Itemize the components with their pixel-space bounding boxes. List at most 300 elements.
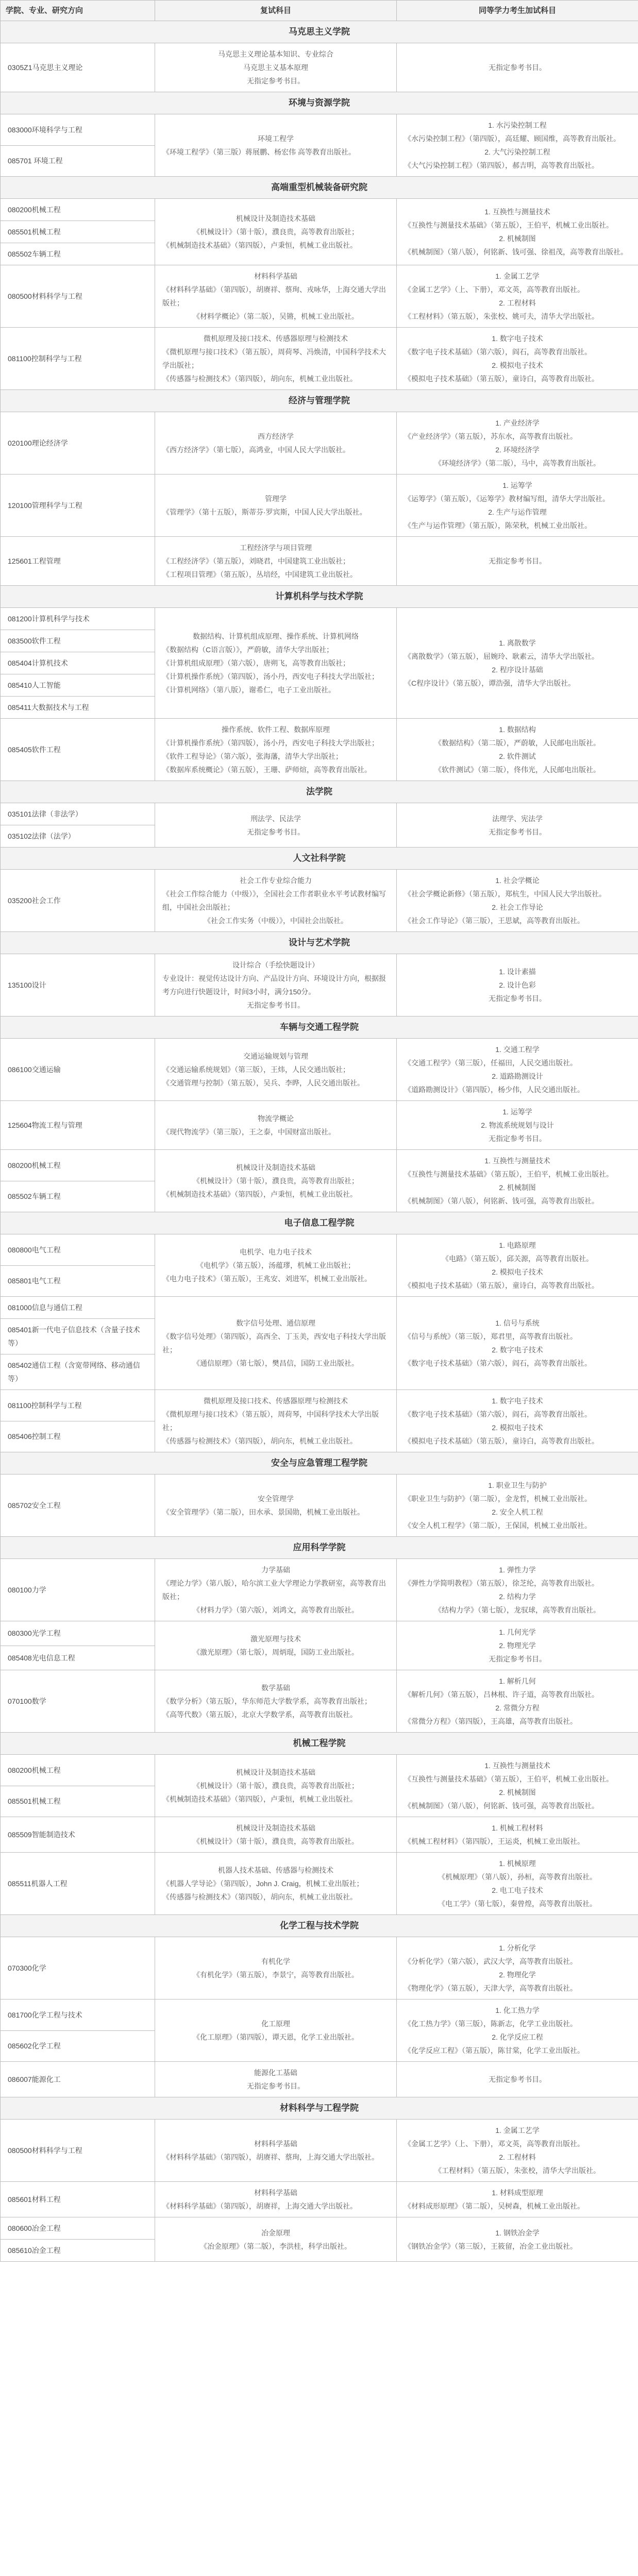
direction-line: 085411大数据技术与工程 — [8, 703, 89, 711]
extra-line: 无指定参考书目。 — [489, 557, 546, 565]
table-row — [1, 1755, 638, 1786]
reference-line: 有机化学 — [261, 1957, 290, 1965]
table-row — [1, 328, 638, 390]
direction-line: 035101法律（非法学） — [8, 810, 82, 818]
reference-cell — [155, 474, 397, 537]
extra-cell — [397, 719, 638, 781]
reference-cell — [155, 2062, 397, 2097]
table-row — [1, 719, 638, 781]
extra-line: 《环境经济学》（第二版），马中，高等教育出版社。 — [434, 459, 600, 467]
reference-line: 机械设计及制造技术基础 — [236, 1824, 315, 1832]
reference-line: 管理学 — [265, 495, 287, 503]
reference-line: 机械设计及制造技术基础 — [236, 1163, 315, 1172]
extra-line: 1. 信号与系统 — [495, 1319, 540, 1327]
reference-line: 《社会工作实务（中级）》，中国社会出版社。 — [204, 917, 348, 925]
direction-line: 085509智能制造技术 — [8, 1831, 75, 1839]
college-header-row — [1, 21, 638, 43]
reference-cell — [155, 537, 397, 586]
extra-line: 2. 物理化学 — [499, 1971, 536, 1979]
table-row — [1, 265, 638, 328]
direction-cell — [1, 145, 155, 177]
college-name: 人文社科学院 — [1, 848, 638, 870]
extra-line: 1. 产业经济学 — [495, 419, 540, 427]
extra-line: 2. 社会工作导论 — [492, 903, 543, 911]
direction-cell — [1, 1421, 155, 1452]
direction-line: 085404计算机技术 — [8, 659, 68, 667]
extra-line: 《分析化学》（第六版），武汉大学，高等教育出版社。 — [404, 1957, 577, 1965]
extra-line: 《数字电子技术基础》（第六版），阎石，高等教育出版社。 — [404, 1410, 592, 1418]
reference-cell — [155, 608, 397, 719]
extra-line: 《电路》（第五版），邱关源，高等教育出版社。 — [442, 1255, 593, 1263]
extra-line: 《交通工程学》（第三版），任福田，人民交通出版社。 — [404, 1059, 577, 1067]
reference-line: 机器人技术基础、传感器与检测技术 — [218, 1866, 333, 1874]
reference-line: 《计算机组成原理》（第六版），唐朔飞，高等教育出版社； — [162, 659, 350, 667]
extra-line: 《安全人机工程学》（第二版），王保国，机械工业出版社。 — [404, 1521, 592, 1530]
reference-line: 冶金原理 — [261, 2228, 290, 2237]
header-reference: 复试科目 — [155, 1, 397, 21]
extra-cell — [397, 2062, 638, 2097]
extra-cell — [397, 2182, 638, 2217]
extra-line: 2. 大气污染控制工程 — [484, 148, 550, 156]
extra-cell — [397, 1817, 638, 1853]
reference-line: 电机学、电力电子技术 — [240, 1248, 312, 1256]
direction-line: 083000环境科学与工程 — [8, 125, 82, 134]
reference-line: 工程经济学与项目管理 — [240, 544, 312, 552]
direction-line: 080800电气工程 — [8, 1245, 61, 1254]
extra-cell — [397, 1755, 638, 1817]
table-header-row — [1, 1, 638, 21]
college-name: 环境与资源学院 — [1, 92, 638, 114]
direction-cell — [1, 1755, 155, 1786]
direction-line: 080500材料科学与工程 — [8, 292, 82, 300]
reference-cell — [155, 719, 397, 781]
extra-line: 2. 工程材料 — [499, 2153, 536, 2161]
college-name: 经济与管理学院 — [1, 390, 638, 412]
extra-cell — [397, 474, 638, 537]
extra-line: 1. 钢铁冶金学 — [495, 2228, 540, 2237]
extra-line: 2. 软件测试 — [499, 752, 536, 760]
extra-cell — [397, 1390, 638, 1452]
reference-cell — [155, 328, 397, 390]
direction-line: 085801电气工程 — [8, 1277, 61, 1285]
college-name: 应用科学学院 — [1, 1537, 638, 1559]
table-row — [1, 1234, 638, 1266]
reference-cell — [155, 412, 397, 474]
extra-line: 2. 模拟电子技术 — [492, 1268, 543, 1276]
extra-line: 2. 电工电子技术 — [492, 1886, 543, 1894]
reference-line: 《管理学》（第十五版），斯蒂芬·罗宾斯，中国人民大学出版社。 — [162, 508, 367, 516]
direction-cell — [1, 265, 155, 328]
college-header-row — [1, 1016, 638, 1039]
extra-line: 1. 运筹学 — [502, 1108, 532, 1116]
reference-line: 机械设计及制造技术基础 — [236, 214, 315, 223]
reference-line: 力学基础 — [261, 1566, 290, 1574]
reference-line: 《数据结构（C语言版）》，严蔚敏，清华大学出版社； — [162, 646, 334, 654]
direction-cell — [1, 2182, 155, 2217]
extra-cell — [397, 199, 638, 265]
table-row — [1, 803, 638, 825]
extra-cell — [397, 265, 638, 328]
extra-line: 1. 电路原理 — [499, 1241, 536, 1249]
direction-line: 085402通信工程（含宽带网络、移动通信等） — [8, 1361, 140, 1383]
reference-line: 《微机原理与接口技术》（第五版），周荷琴、冯焕清，中国科学技术大学出版社； — [162, 348, 386, 369]
extra-line: 《道路勘测设计》（第四版），杨少伟，人民交通出版社。 — [404, 1086, 584, 1094]
extra-line: 《金属工艺学》（上、下册），邓文英，高等教育出版社。 — [404, 2140, 584, 2148]
reference-cell — [155, 2182, 397, 2217]
direction-cell — [1, 2030, 155, 2062]
direction-line: 085408光电信息工程 — [8, 1653, 75, 1662]
direction-line: 080100力学 — [8, 1586, 46, 1594]
extra-line: 2. 机械制图 — [499, 1788, 536, 1797]
reference-line: 化工原理 — [261, 2020, 290, 2028]
extra-line: 1. 化工热力学 — [495, 2006, 540, 2014]
reference-line: 《材料科学基础》（第四版），胡赓祥、蔡珣，上海交通大学出版社。 — [162, 2153, 379, 2161]
direction-line: 080500材料科学与工程 — [8, 2146, 82, 2155]
reference-cell — [155, 1755, 397, 1817]
extra-line: 1. 离散数学 — [499, 639, 536, 647]
reference-line: 西方经济学 — [258, 432, 294, 440]
reference-line: 物流学概论 — [258, 1114, 294, 1123]
extra-line: 1. 材料成型原理 — [492, 2189, 543, 2197]
reference-line: 材料科学基础 — [254, 2140, 297, 2148]
extra-line: 无指定参考书目。 — [489, 63, 546, 72]
college-header-row — [1, 1915, 638, 1937]
reference-line: 无指定参考书目。 — [247, 1001, 305, 1009]
reference-line: 材料科学基础 — [254, 2189, 297, 2197]
direction-line: 085511机器人工程 — [8, 1879, 68, 1888]
table-row — [1, 870, 638, 932]
direction-cell — [1, 1039, 155, 1101]
reference-line: 交通运输规划与管理 — [243, 1052, 308, 1060]
extra-line: 1. 交通工程学 — [495, 1045, 540, 1054]
extra-cell — [397, 2217, 638, 2262]
reference-line: 《机器人学导论》（第四版），John J. Craig，机械工业出版社； — [162, 1879, 364, 1888]
extra-line: 2. 工程材料 — [499, 299, 536, 307]
college-name: 化学工程与技术学院 — [1, 1915, 638, 1937]
college-header-row — [1, 390, 638, 412]
reference-line: 《现代物流学》（第三版），王之泰，中国财富出版社。 — [162, 1128, 335, 1136]
direction-line: 070100数学 — [8, 1697, 46, 1705]
table-row — [1, 1475, 638, 1537]
table-row — [1, 1853, 638, 1915]
reference-cell — [155, 1670, 397, 1733]
extra-line: 2. 安全人机工程 — [492, 1508, 543, 1516]
reference-line: 《电力电子技术》（第五版），王兆安、刘进军，机械工业出版社。 — [162, 1275, 372, 1283]
college-header-row — [1, 848, 638, 870]
reference-line: 《数据库系统概论》（第五版），王珊、萨师煊，高等教育出版社。 — [162, 766, 372, 774]
extra-line: 《社会工作导论》（第三版），王思斌，高等教育出版社。 — [404, 917, 584, 925]
extra-line: 《社会学概论新修》（第五版），郑杭生，中国人民大学出版社。 — [404, 890, 606, 898]
table-row — [1, 1999, 638, 2031]
direction-cell — [1, 1853, 155, 1915]
extra-line: 《水污染控制工程》（第四版），高廷耀、顾国维，高等教育出版社。 — [404, 134, 620, 143]
extra-line: 《物理化学》（第五版），天津大学，高等教育出版社。 — [404, 1984, 577, 1992]
table-row — [1, 954, 638, 1016]
extra-line: 1. 互换性与测量技术 — [484, 208, 550, 216]
direction-cell — [1, 608, 155, 630]
direction-line: 070300化学 — [8, 1964, 46, 1972]
reference-line: 《电机学》（第五版），汤蕴璆，机械工业出版社； — [196, 1261, 355, 1269]
table-row — [1, 2120, 638, 2182]
extra-cell — [397, 608, 638, 719]
header-direction: 学院、专业、研究方向 — [1, 1, 155, 21]
extra-line: 1. 互换性与测量技术 — [484, 1761, 550, 1770]
reference-line: 安全管理学 — [258, 1495, 294, 1503]
extra-cell — [397, 1559, 638, 1621]
direction-line: 081100控制科学与工程 — [8, 1401, 82, 1410]
extra-cell — [397, 954, 638, 1016]
extra-cell — [397, 412, 638, 474]
table-row — [1, 412, 638, 474]
reference-cell — [155, 803, 397, 848]
reference-line: 能源化工基础 — [254, 2069, 297, 2077]
extra-line: 2. 环境经济学 — [495, 446, 540, 454]
extra-line: 《钢铁冶金学》（第三版），王筱留，冶金工业出版社。 — [404, 2242, 577, 2250]
reference-line: 操作系统、软件工程、数据库原理 — [222, 725, 330, 734]
college-name: 设计与艺术学院 — [1, 932, 638, 954]
extra-line: 《离散数学》（第五版），屈婉玲、耿素云，清华大学出版社。 — [404, 652, 599, 660]
extra-line: 《模拟电子技术基础》（第五版），童诗白，高等教育出版社。 — [404, 375, 599, 383]
extra-cell — [397, 1150, 638, 1212]
reference-line: 《机械设计》（第十版），濮良贵，高等教育出版社； — [193, 228, 359, 236]
reference-line: 《机械制造技术基础》（第四版），卢秉恒，机械工业出版社。 — [162, 1190, 357, 1198]
college-header-row — [1, 2097, 638, 2120]
reference-cell — [155, 1621, 397, 1670]
extra-line: 《机械原理》（第八版），孙桓，高等教育出版社。 — [438, 1873, 597, 1881]
direction-line: 085410人工智能 — [8, 681, 61, 689]
reference-cell — [155, 1937, 397, 1999]
table-row — [1, 1817, 638, 1853]
direction-cell — [1, 43, 155, 92]
extra-cell — [397, 1475, 638, 1537]
extra-line: 《互换性与测量技术基础》（第五版），王伯平，机械工业出版社。 — [404, 1170, 613, 1178]
direction-line: 120100管理科学与工程 — [8, 501, 82, 510]
reference-line: 《材料学概论》（第二版），吴锵，机械工业出版社。 — [193, 312, 359, 320]
extra-cell — [397, 870, 638, 932]
direction-line: 085502车辆工程 — [8, 250, 61, 258]
table-row — [1, 1297, 638, 1319]
extra-line: 《电工学》（第七版），秦曾煌，高等教育出版社。 — [438, 1900, 597, 1908]
extra-line: 《大气污染控制工程》（第四版），郝吉明，高等教育出版社。 — [404, 161, 599, 170]
reference-cell — [155, 1475, 397, 1537]
reference-line: 《交通运输系统规划》（第三版），王炜，人民交通出版社； — [162, 1065, 350, 1074]
extra-line: 2. 模拟电子技术 — [492, 361, 543, 369]
reference-cell — [155, 870, 397, 932]
reference-line: 无指定参考书目。 — [247, 2082, 305, 2090]
direction-line: 085405软件工程 — [8, 745, 61, 754]
extra-line: 法理学、宪法学 — [492, 814, 543, 823]
direction-cell — [1, 243, 155, 265]
direction-cell — [1, 825, 155, 848]
table-row — [1, 199, 638, 221]
table-row — [1, 1670, 638, 1733]
extra-line: 1. 几何光学 — [499, 1628, 536, 1636]
extra-cell — [397, 803, 638, 848]
direction-cell — [1, 1646, 155, 1670]
direction-cell — [1, 1319, 155, 1354]
reference-line: 激光原理与技术 — [250, 1635, 301, 1643]
direction-cell — [1, 537, 155, 586]
extra-line: 《数字电子技术基础》（第六版），阎石，高等教育出版社。 — [404, 1359, 592, 1367]
direction-cell — [1, 1999, 155, 2031]
direction-cell — [1, 2062, 155, 2097]
reference-line: 《通信原理》（第七版），樊昌信，国防工业出版社。 — [193, 1359, 359, 1367]
college-name: 高端重型机械装备研究院 — [1, 177, 638, 199]
table-row — [1, 1937, 638, 1999]
table-row — [1, 43, 638, 92]
reference-cell — [155, 1999, 397, 2062]
reference-line: 马克思主义理论基本知识、专业综合 — [218, 50, 333, 58]
table-row — [1, 1039, 638, 1101]
table-row — [1, 1559, 638, 1621]
direction-cell — [1, 697, 155, 719]
reference-line: 《冶金原理》（第二版），李洪桂，科学出版社。 — [200, 2242, 351, 2250]
reference-line: 《传感器与检测技术》（第四版），胡向东，机械工业出版社。 — [162, 1437, 357, 1445]
extra-line: 《C程序设计》（第五版），谭浩强，清华大学出版社。 — [404, 679, 576, 687]
extra-line: 《工程材料》（第五版），朱张校、姚可夫，清华大学出版社。 — [404, 312, 599, 320]
direction-cell — [1, 1817, 155, 1853]
reference-cell — [155, 1039, 397, 1101]
extra-line: 2. 常微分方程 — [495, 1704, 540, 1712]
direction-line: 085601材料工程 — [8, 2195, 61, 2204]
reference-cell — [155, 1390, 397, 1452]
extra-cell — [397, 1297, 638, 1390]
direction-cell — [1, 674, 155, 697]
header-extra: 同等学力考生加试科目 — [397, 1, 638, 21]
reference-cell — [155, 2217, 397, 2262]
reference-line: 《工程经济学》（第五版），刘晓君，中国建筑工业出版社； — [162, 557, 350, 565]
direction-line: 080200机械工程 — [8, 1161, 61, 1170]
reference-line: 材料科学基础 — [254, 272, 297, 280]
reference-line: 马克思主义基本原理 — [243, 63, 308, 72]
reference-line: 环境工程学 — [258, 134, 294, 143]
reference-line: 《工程项目管理》（第五版），丛培经，中国建筑工业出版社。 — [162, 570, 357, 579]
reference-line: 《材料科学基础》（第四版），胡赓祥，上海交通大学出版社。 — [162, 2202, 357, 2210]
extra-cell — [397, 1937, 638, 1999]
reference-line: 设计综合（手绘快题设计） — [232, 961, 319, 969]
college-header-row — [1, 92, 638, 114]
reference-line: 《机械设计》（第十版），濮良贵，高等教育出版社。 — [193, 1837, 359, 1845]
extra-line: 1. 职业卫生与防护 — [488, 1481, 547, 1489]
extra-line: 《常微分方程》（第四版），王高雄，高等教育出版社。 — [404, 1717, 577, 1725]
extra-line: 2. 生产与运作管理 — [488, 508, 547, 516]
extra-line: 1. 数字电子技术 — [492, 334, 543, 343]
reference-line: 《化工原理》（第四版），谭天恩，化学工业出版社。 — [193, 2033, 359, 2041]
extra-line: 《工程材料》（第五版），朱张校，清华大学出版社。 — [434, 2166, 600, 2175]
extra-line: 《机械制图》（第八版），何铭新、钱可强、徐祖茂，高等教育出版社。 — [404, 248, 628, 256]
table-row — [1, 1621, 638, 1646]
reference-cell — [155, 1559, 397, 1621]
extra-line: 无指定参考书目。 — [489, 2075, 546, 2083]
reference-line: 数字信号处理、通信原理 — [236, 1319, 315, 1327]
direction-cell — [1, 1297, 155, 1319]
direction-cell — [1, 1475, 155, 1537]
reference-cell — [155, 265, 397, 328]
direction-line: 085502车辆工程 — [8, 1192, 61, 1201]
extra-line: 《互换性与测量技术基础》（第五版），王伯平，机械工业出版社。 — [404, 221, 613, 229]
direction-cell — [1, 1621, 155, 1646]
direction-line: 085401新一代电子信息技术（含量子技术等） — [8, 1326, 140, 1347]
extra-line: 1. 设计素描 — [499, 968, 536, 976]
direction-cell — [1, 1150, 155, 1181]
reference-line: 《计算机网络》（第八版），谢希仁，电子工业出版社。 — [162, 686, 335, 694]
extra-line: 1. 机械原理 — [499, 1859, 536, 1868]
extra-cell — [397, 1999, 638, 2062]
direction-cell — [1, 803, 155, 825]
extra-line: 2. 道路勘测设计 — [492, 1072, 543, 1080]
college-name: 马克思主义学院 — [1, 21, 638, 43]
extra-line: 2. 模拟电子技术 — [492, 1423, 543, 1432]
direction-cell — [1, 1265, 155, 1297]
direction-cell — [1, 114, 155, 146]
direction-cell — [1, 328, 155, 390]
reference-cell — [155, 2120, 397, 2182]
extra-line: 1. 社会学概论 — [495, 876, 540, 885]
direction-line: 083500软件工程 — [8, 637, 61, 645]
reference-cell — [155, 954, 397, 1016]
extra-cell — [397, 1853, 638, 1915]
table-row — [1, 1101, 638, 1150]
reference-line: 《计算机操作系统》（第四版），汤小丹，西安电子科技大学出版社； — [162, 739, 379, 747]
reference-cell — [155, 1297, 397, 1390]
reference-cell — [155, 43, 397, 92]
extra-line: 《机械制图》（第八版），何铭新、钱可强，高等教育出版社。 — [404, 1802, 599, 1810]
college-name: 安全与应急管理工程学院 — [1, 1452, 638, 1475]
direction-line: 085602化学工程 — [8, 2042, 61, 2050]
reference-line: 《机械设计》（第十版），濮良贵，高等教育出版社； — [193, 1177, 359, 1185]
reference-line: 《交通管理与控制》（第五版），吴兵、李晔，人民交通出版社。 — [162, 1079, 364, 1087]
direction-line: 085501机械工程 — [8, 228, 61, 236]
extra-line: 《信号与系统》（第三版），郑君里，高等教育出版社。 — [404, 1332, 577, 1341]
extra-line: 《职业卫生与防护》（第二版），金龙哲，机械工业出版社。 — [404, 1495, 592, 1503]
reference-line: 《微机原理与接口技术》（第五版），周荷琴，中国科学技术大学出版社； — [162, 1410, 379, 1432]
extra-line: 《数字电子技术基础》（第六版），阎石，高等教育出版社。 — [404, 348, 592, 356]
extra-line: 1. 金属工艺学 — [495, 2126, 540, 2134]
extra-line: 2. 数字电子技术 — [492, 1346, 543, 1354]
reference-cell — [155, 1853, 397, 1915]
direction-line: 080200机械工程 — [8, 1766, 61, 1774]
direction-cell — [1, 630, 155, 652]
extra-line: 1. 互换性与测量技术 — [484, 1157, 550, 1165]
extra-line: 2. 物流系统规划与设计 — [481, 1121, 554, 1129]
direction-cell — [1, 1390, 155, 1421]
reference-line: 《传感器与检测技术》（第四版），胡向东，机械工业出版社。 — [162, 1893, 357, 1901]
table-row — [1, 2182, 638, 2217]
direction-cell — [1, 719, 155, 781]
reference-line: 《理论力学》（第八版），哈尔滨工业大学理论力学教研室，高等教育出版社； — [162, 1579, 386, 1601]
college-name: 计算机科学与技术学院 — [1, 586, 638, 608]
reference-line: 《传感器与检测技术》（第四版），胡向东，机械工业出版社。 — [162, 375, 357, 383]
extra-line: 《模拟电子技术基础》（第五版），童诗白，高等教育出版社。 — [404, 1281, 599, 1290]
extra-cell — [397, 43, 638, 92]
extra-line: 《机械制图》（第八版），何铭新、钱可强，高等教育出版社。 — [404, 1197, 599, 1205]
extra-cell — [397, 1621, 638, 1670]
extra-line: 2. 机械制图 — [499, 234, 536, 243]
extra-line: 2. 设计色彩 — [499, 981, 536, 989]
reference-cell — [155, 199, 397, 265]
reference-line: 无指定参考书目。 — [247, 827, 305, 836]
college-name: 车辆与交通工程学院 — [1, 1016, 638, 1039]
extra-line: 《解析几何》（第五版），吕林根、许子道，高等教育出版社。 — [404, 1690, 599, 1699]
table-row — [1, 1150, 638, 1181]
direction-cell — [1, 1354, 155, 1390]
direction-line: 085501机械工程 — [8, 1797, 61, 1806]
direction-line: 081000信息与通信工程 — [8, 1303, 82, 1312]
reference-line: 《软件工程导论》（第六版），张海藩，清华大学出版社； — [162, 752, 343, 760]
extra-line: 《金属工艺学》（上、下册），邓文英，高等教育出版社。 — [404, 285, 584, 294]
reference-line: 《材料科学基础》（第四版），胡赓祥、蔡珣、戎咏华，上海交通大学出版社； — [162, 285, 386, 307]
reference-line: 《社会工作综合能力（中级）》，全国社会工作者职业水平考试教材编写组，中国社会出版社； — [162, 890, 386, 911]
